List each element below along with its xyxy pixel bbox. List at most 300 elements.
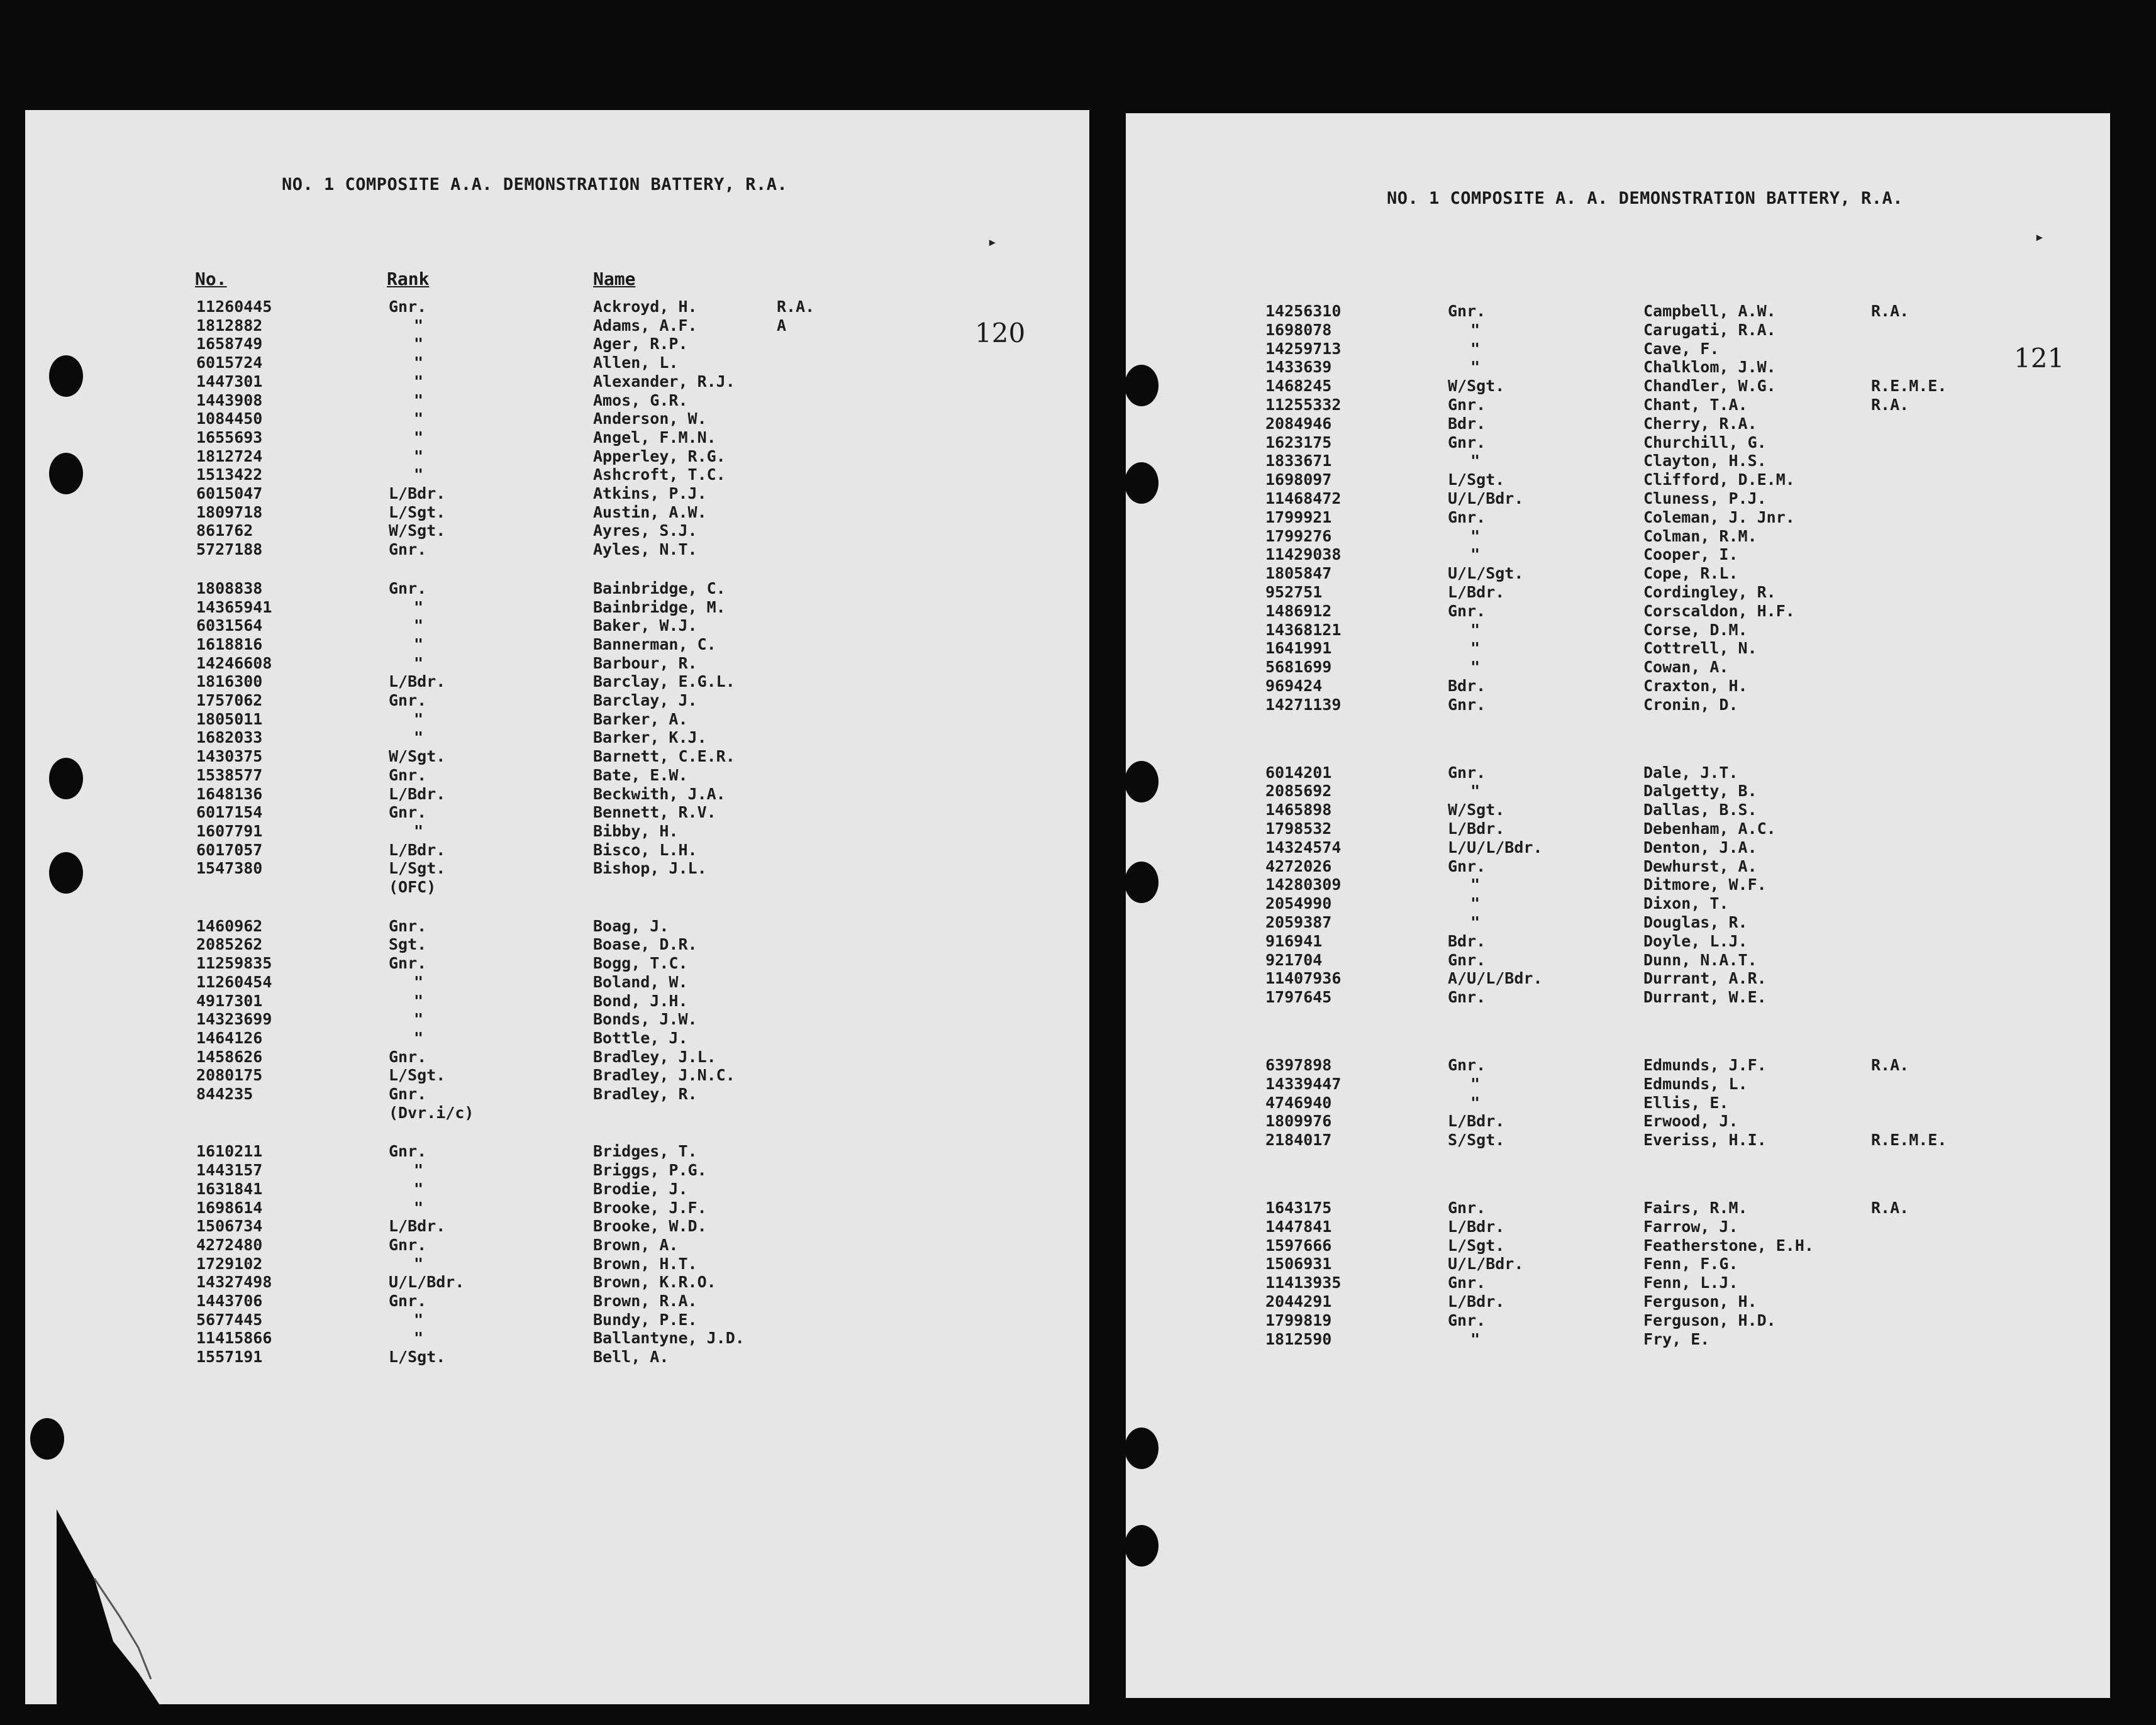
cell-rank: L/Bdr. xyxy=(1448,583,1505,601)
cell-no: 1643175 xyxy=(1265,1199,1332,1217)
cell-rank: " xyxy=(1470,526,1481,545)
cell-rank: " xyxy=(1470,320,1481,339)
cell-name: Doyle, L.J. xyxy=(1643,931,1748,950)
cell-rank: Gnr. xyxy=(1448,1199,1486,1217)
cell-rank: " xyxy=(414,409,424,428)
cell-name: Fairs, R.M. xyxy=(1643,1199,1748,1217)
cell-name: Cronin, D. xyxy=(1643,695,1738,714)
cell-rank: " xyxy=(414,335,424,353)
punch-hole xyxy=(30,1418,64,1460)
cell-no: 6017154 xyxy=(196,803,263,822)
cell-no: 1799819 xyxy=(1265,1311,1332,1329)
cell-no: 921704 xyxy=(1265,950,1323,969)
cell-name: Fenn, L.J. xyxy=(1643,1273,1738,1292)
cell-rank: Gnr. xyxy=(1448,302,1486,320)
cell-name: Briggs, P.G. xyxy=(593,1161,707,1180)
cell-no: 14246608 xyxy=(196,653,272,672)
cell-name: Clayton, H.S. xyxy=(1643,452,1767,470)
cell-name: Beckwith, J.A. xyxy=(593,784,726,803)
cell-rank: Gnr. xyxy=(1448,695,1486,714)
cell-rank: L/Sgt. xyxy=(389,1348,446,1367)
cell-rank: L/U/L/Bdr. xyxy=(1448,838,1543,857)
cell-no: 4746940 xyxy=(1265,1093,1332,1112)
cell-name: Ayles, N.T. xyxy=(593,540,697,559)
cell-rank: Gnr. xyxy=(389,1292,427,1310)
pencil-mark: ▸ xyxy=(2035,228,2045,247)
cell-name: Adams, A.F. xyxy=(593,316,697,335)
cell-no: 1465898 xyxy=(1265,801,1332,819)
cell-name: Carugati, R.A. xyxy=(1643,320,1776,339)
cell-rank: Gnr. xyxy=(389,765,427,784)
cell-name: Brown, H.T. xyxy=(593,1254,697,1273)
cell-name: Bradley, J.L. xyxy=(593,1047,716,1066)
cell-rank: L/Bdr. xyxy=(1448,1112,1505,1131)
cell-name: Dewhurst, A. xyxy=(1643,857,1757,875)
cell-rank: L/Bdr. xyxy=(1448,1292,1505,1311)
cell-no: 1447301 xyxy=(196,372,263,391)
cell-rank: Bdr. xyxy=(1448,414,1486,433)
cell-no: 1460962 xyxy=(196,916,263,935)
cell-name: Cave, F. xyxy=(1643,339,1720,358)
cell-name: Bishop, J.L. xyxy=(593,859,707,878)
cell-rank: " xyxy=(1470,658,1481,677)
cell-name: Bainbridge, M. xyxy=(593,597,726,616)
cell-name: Angel, F.M.N. xyxy=(593,428,716,447)
cell-name: Ashcroft, T.C. xyxy=(593,465,726,484)
cell-name: Durrant, W.E. xyxy=(1643,988,1767,1007)
cell-name: Dale, J.T. xyxy=(1643,763,1738,782)
cell-no: 1641991 xyxy=(1265,639,1332,658)
cell-rank: " xyxy=(1470,545,1481,564)
cell-no: 1812590 xyxy=(1265,1329,1332,1348)
cell-rank: " xyxy=(1470,620,1481,639)
cell-no: 4272480 xyxy=(196,1235,263,1254)
cell-no: 1597666 xyxy=(1265,1236,1332,1255)
punch-hole xyxy=(49,758,83,799)
cell-name: Cowan, A. xyxy=(1643,658,1729,677)
cell-rank: " xyxy=(414,1198,424,1217)
cell-note: R.E.M.E. xyxy=(1871,1131,1947,1150)
cell-no: 1506734 xyxy=(196,1217,263,1236)
cell-name: Barker, K.J. xyxy=(593,728,707,747)
cell-no: 1513422 xyxy=(196,465,263,484)
cell-name: Brooke, J.F. xyxy=(593,1198,707,1217)
cell-no: 2084946 xyxy=(1265,414,1332,433)
cell-no: 6015047 xyxy=(196,484,263,502)
cell-rank: Gnr. xyxy=(389,803,427,822)
cell-rank: L/Sgt. xyxy=(389,859,446,878)
cell-rank: Gnr. xyxy=(389,297,427,316)
cell-name: Edmunds, J.F. xyxy=(1643,1056,1767,1074)
cell-rank: " xyxy=(414,635,424,653)
cell-no: 14327498 xyxy=(196,1273,272,1292)
cell-no: 1547380 xyxy=(196,859,263,878)
cell-no: 1816300 xyxy=(196,672,263,691)
cell-name: Bogg, T.C. xyxy=(593,954,688,973)
punch-hole xyxy=(1125,462,1159,504)
cell-no: 11260445 xyxy=(196,297,272,316)
cell-no: 11260454 xyxy=(196,972,272,991)
cell-rank: Gnr. xyxy=(1448,857,1486,875)
cell-name: Barclay, E.G.L. xyxy=(593,672,735,691)
cell-rank: Gnr. xyxy=(389,1142,427,1161)
cell-no: 5677445 xyxy=(196,1310,263,1329)
punch-hole xyxy=(1125,1525,1159,1567)
cell-rank: U/L/Bdr. xyxy=(1448,489,1524,508)
cell-no: 1797645 xyxy=(1265,988,1332,1007)
cell-no: 1682033 xyxy=(196,728,263,747)
cell-note: R.A. xyxy=(777,297,815,316)
cell-no: 6017057 xyxy=(196,840,263,859)
cell-rank: Gnr. xyxy=(1448,988,1486,1007)
cell-rank: Gnr. xyxy=(389,540,427,559)
cell-name: Cluness, P.J. xyxy=(1643,489,1767,508)
cell-no: 14368121 xyxy=(1265,620,1342,639)
page-number: 121 xyxy=(2014,343,2065,374)
cell-rank: " xyxy=(414,1310,424,1329)
cell-note: R.A. xyxy=(1871,396,1909,414)
punch-hole xyxy=(1125,1428,1159,1469)
cell-no: 5727188 xyxy=(196,540,263,559)
cell-rank: " xyxy=(414,428,424,447)
cell-no: 5681699 xyxy=(1265,658,1332,677)
cell-name: Durrant, A.R. xyxy=(1643,969,1767,988)
cell-note: R.A. xyxy=(1871,1199,1909,1217)
cell-no: 1805847 xyxy=(1265,564,1332,583)
cell-name: Colman, R.M. xyxy=(1643,526,1757,545)
cell-name: Bibby, H. xyxy=(593,821,679,840)
cell-name: Farrow, J. xyxy=(1643,1217,1738,1236)
cell-no: 1799276 xyxy=(1265,526,1332,545)
cell-name: Barnett, C.E.R. xyxy=(593,747,735,766)
cell-note: R.E.M.E. xyxy=(1871,377,1947,396)
cell-no: 861762 xyxy=(196,521,253,540)
cell-no: 11255332 xyxy=(1265,396,1342,414)
cell-no: 1464126 xyxy=(196,1028,263,1047)
cell-rank: Gnr. xyxy=(389,579,427,597)
cell-rank: " xyxy=(414,1329,424,1348)
cell-rank: " xyxy=(414,316,424,335)
cell-rank: W/Sgt. xyxy=(1448,377,1505,396)
cell-rank: " xyxy=(414,728,424,747)
cell-name: Amos, G.R. xyxy=(593,391,688,409)
cell-rank: Bdr. xyxy=(1448,677,1486,695)
cell-no: 2044291 xyxy=(1265,1292,1332,1311)
cell-name: Brown, A. xyxy=(593,1235,679,1254)
cell-no: 1557191 xyxy=(196,1348,263,1367)
cell-name: Ayres, S.J. xyxy=(593,521,697,540)
cell-no: 2085262 xyxy=(196,935,263,954)
cell-name: Brodie, J. xyxy=(593,1179,688,1198)
cell-name: Boag, J. xyxy=(593,916,669,935)
cell-no: 1430375 xyxy=(196,747,263,766)
cell-no: 14324574 xyxy=(1265,838,1342,857)
cell-name: Boase, D.R. xyxy=(593,935,697,954)
cell-name: Austin, A.W. xyxy=(593,502,707,521)
punch-hole xyxy=(1125,862,1159,903)
cell-rank: W/Sgt. xyxy=(389,521,446,540)
cell-rank: Bdr. xyxy=(1448,931,1486,950)
cell-no: 1698097 xyxy=(1265,470,1332,489)
cell-no: 1506931 xyxy=(1265,1255,1332,1273)
cell-name: Ditmore, W.F. xyxy=(1643,875,1767,894)
cell-no: 14256310 xyxy=(1265,302,1342,320)
cell-no: 1486912 xyxy=(1265,601,1332,620)
cell-rank: " xyxy=(1470,452,1481,470)
cell-no: 6397898 xyxy=(1265,1056,1332,1074)
cell-rank: L/Sgt. xyxy=(1448,1236,1505,1255)
cell-no: 1799921 xyxy=(1265,508,1332,526)
cell-name: Brown, R.A. xyxy=(593,1292,697,1310)
cell-rank: L/Sgt. xyxy=(1448,470,1505,489)
cell-name: Baker, W.J. xyxy=(593,616,697,635)
cell-rank: Gnr. xyxy=(389,1047,427,1066)
cell-rank: A/U/L/Bdr. xyxy=(1448,969,1543,988)
cell-no: 14259713 xyxy=(1265,339,1342,358)
cell-name: Boland, W. xyxy=(593,972,688,991)
cell-rank: L/Bdr. xyxy=(1448,819,1505,838)
cell-rank: " xyxy=(414,972,424,991)
cell-rank: " xyxy=(1470,1093,1481,1112)
cell-name: Atkins, P.J. xyxy=(593,484,707,502)
punch-hole xyxy=(49,852,83,894)
cell-name: Dalgetty, B. xyxy=(1643,782,1757,801)
column-header-name: Name xyxy=(593,269,636,289)
cell-no: 14271139 xyxy=(1265,695,1342,714)
cell-rank: " xyxy=(414,821,424,840)
cell-name: Ballantyne, J.D. xyxy=(593,1329,745,1348)
cell-no: 2080175 xyxy=(196,1066,263,1085)
cell-rank: Sgt. xyxy=(389,935,427,954)
cell-note: A xyxy=(777,316,787,335)
cell-rank: " xyxy=(414,447,424,465)
cell-no: 4272026 xyxy=(1265,857,1332,875)
cell-name: Bisco, L.H. xyxy=(593,840,697,859)
cell-name: Cordingley, R. xyxy=(1643,583,1776,601)
cell-rank: " xyxy=(1470,639,1481,658)
cell-name: Bannerman, C. xyxy=(593,635,716,653)
cell-no: 1798532 xyxy=(1265,819,1332,838)
cell-no: 11415866 xyxy=(196,1329,272,1348)
cell-no: 1809718 xyxy=(196,502,263,521)
cell-no: 1607791 xyxy=(196,821,263,840)
punch-hole xyxy=(1125,761,1159,802)
punch-hole xyxy=(1125,365,1159,406)
cell-rank: " xyxy=(414,465,424,484)
cell-rank: " xyxy=(414,1010,424,1029)
pencil-mark: ▸ xyxy=(987,233,997,252)
cell-no: 11429038 xyxy=(1265,545,1342,564)
cell-no: 11468472 xyxy=(1265,489,1342,508)
cell-rank: " xyxy=(1470,358,1481,377)
cell-no: 1458626 xyxy=(196,1047,263,1066)
cell-rank: Gnr. xyxy=(389,954,427,973)
cell-name: Fry, E. xyxy=(1643,1329,1710,1348)
page-header: NO. 1 COMPOSITE A. A. DEMONSTRATION BATTERY, R.A. xyxy=(1387,189,1904,208)
cell-rank: " xyxy=(1470,339,1481,358)
cell-no: 1805011 xyxy=(196,709,263,728)
cell-rank: Gnr. xyxy=(1448,950,1486,969)
cell-rank: Gnr. xyxy=(1448,1273,1486,1292)
cell-no: 1658749 xyxy=(196,335,263,353)
cell-no: 1757062 xyxy=(196,691,263,709)
cell-name: Debenham, A.C. xyxy=(1643,819,1776,838)
cell-name: Craxton, H. xyxy=(1643,677,1748,695)
cell-rank: " xyxy=(414,391,424,409)
cell-name: Bonds, J.W. xyxy=(593,1010,697,1029)
cell-rank: " xyxy=(414,1179,424,1198)
cell-rank: " xyxy=(1470,875,1481,894)
cell-name: Alexander, R.J. xyxy=(593,372,735,391)
cell-rank: L/Bdr. xyxy=(389,784,446,803)
cell-name: Bate, E.W. xyxy=(593,765,688,784)
cell-name: Clifford, D.E.M. xyxy=(1643,470,1795,489)
cell-name: Chant, T.A. xyxy=(1643,396,1748,414)
cell-name: Dunn, N.A.T. xyxy=(1643,950,1757,969)
cell-name: Brooke, W.D. xyxy=(593,1217,707,1236)
cell-no: 1655693 xyxy=(196,428,263,447)
cell-name: Bennett, R.V. xyxy=(593,803,716,822)
page-number: 120 xyxy=(975,318,1026,348)
cell-name: Fenn, F.G. xyxy=(1643,1255,1738,1273)
cell-name: Barbour, R. xyxy=(593,653,697,672)
cell-name: Featherstone, E.H. xyxy=(1643,1236,1814,1255)
cell-name: Dallas, B.S. xyxy=(1643,801,1757,819)
cell-name: Campbell, A.W. xyxy=(1643,302,1776,320)
cell-name: Apperley, R.G. xyxy=(593,447,726,465)
cell-rank: Gnr. xyxy=(389,691,427,709)
cell-no: 6014201 xyxy=(1265,763,1332,782)
cell-no: 1812724 xyxy=(196,447,263,465)
cell-rank: " xyxy=(414,991,424,1010)
cell-no: 14280309 xyxy=(1265,875,1342,894)
cell-name: Bell, A. xyxy=(593,1348,669,1367)
cell-no: 1698078 xyxy=(1265,320,1332,339)
cell-rank: L/Bdr. xyxy=(389,672,446,691)
cell-rank: " xyxy=(414,353,424,372)
cell-no: 1610211 xyxy=(196,1142,263,1161)
cell-no: 1809976 xyxy=(1265,1112,1332,1131)
cell-rank: S/Sgt. xyxy=(1448,1131,1505,1150)
cell-rank: L/Sgt. xyxy=(389,1066,446,1085)
cell-rank: U/L/Bdr. xyxy=(389,1273,465,1292)
cell-no: 1812882 xyxy=(196,316,263,335)
cell-no: 1729102 xyxy=(196,1254,263,1273)
cell-name: Bundy, P.E. xyxy=(593,1310,697,1329)
cell-rank: L/Sgt. xyxy=(389,502,446,521)
cell-rank: " xyxy=(414,597,424,616)
cell-no: 2184017 xyxy=(1265,1131,1332,1150)
cell-note: R.A. xyxy=(1871,302,1909,320)
punch-hole xyxy=(49,355,83,397)
cell-rank: " xyxy=(1470,782,1481,801)
cell-name: Corse, D.M. xyxy=(1643,620,1748,639)
cell-no: 4917301 xyxy=(196,991,263,1010)
cell-rank: " xyxy=(414,653,424,672)
cell-no: 2059387 xyxy=(1265,913,1332,931)
cell-name: Ferguson, H. xyxy=(1643,1292,1757,1311)
cell-no: 1833671 xyxy=(1265,452,1332,470)
torn-corner xyxy=(57,1509,182,1711)
cell-no: 11407936 xyxy=(1265,969,1342,988)
cell-no: 1538577 xyxy=(196,765,263,784)
cell-rank: U/L/Sgt. xyxy=(1448,564,1524,583)
cell-rank: L/Bdr. xyxy=(1448,1217,1505,1236)
cell-no: 6015724 xyxy=(196,353,263,372)
cell-no: 916941 xyxy=(1265,931,1323,950)
cell-rank: " xyxy=(414,709,424,728)
cell-no: 1648136 xyxy=(196,784,263,803)
cell-no: 2054990 xyxy=(1265,894,1332,913)
punch-hole xyxy=(49,453,83,494)
cell-name: Coleman, J. Jnr. xyxy=(1643,508,1795,526)
cell-no: 1468245 xyxy=(1265,377,1332,396)
cell-rank: L/Bdr. xyxy=(389,840,446,859)
cell-name: Ackroyd, H. xyxy=(593,297,697,316)
cell-rank: " xyxy=(414,1254,424,1273)
cell-rank: L/Bdr. xyxy=(389,1217,446,1236)
cell-name: Bond, J.H. xyxy=(593,991,688,1010)
cell-name: Denton, J.A. xyxy=(1643,838,1757,857)
cell-rank: Gnr. xyxy=(1448,396,1486,414)
cell-no: 1084450 xyxy=(196,409,263,428)
cell-no: 1808838 xyxy=(196,579,263,597)
cell-name: Bridges, T. xyxy=(593,1142,697,1161)
cell-rank: Gnr. xyxy=(389,916,427,935)
cell-rank: Gnr. xyxy=(1448,601,1486,620)
cell-name: Barclay, J. xyxy=(593,691,697,709)
page-header: NO. 1 COMPOSITE A.A. DEMONSTRATION BATTERY, R.A. xyxy=(282,175,788,194)
cell-rank: " xyxy=(414,1028,424,1047)
cell-rank: L/Bdr. xyxy=(389,484,446,502)
cell-name: Bradley, J.N.C. xyxy=(593,1066,735,1085)
cell-no: 2085692 xyxy=(1265,782,1332,801)
cell-no: 844235 xyxy=(196,1085,253,1103)
cell-name: Ager, R.P. xyxy=(593,335,688,353)
cell-name: Chalklom, J.W. xyxy=(1643,358,1776,377)
cell-rank: Gnr. xyxy=(1448,1311,1486,1329)
cell-rank: " xyxy=(1470,1329,1481,1348)
cell-name: Cherry, R.A. xyxy=(1643,414,1757,433)
cell-name: Ellis, E. xyxy=(1643,1093,1729,1112)
cell-name: Douglas, R. xyxy=(1643,913,1748,931)
cell-no: 6031564 xyxy=(196,616,263,635)
cell-no: 1623175 xyxy=(1265,433,1332,452)
cell-name: Everiss, H.I. xyxy=(1643,1131,1767,1150)
column-header-no: No. xyxy=(195,269,227,289)
cell-name: Bradley, R. xyxy=(593,1085,697,1103)
cell-no: 1631841 xyxy=(196,1179,263,1198)
left-page xyxy=(25,110,1089,1704)
cell-note: R.A. xyxy=(1871,1056,1909,1074)
cell-rank: (OFC) xyxy=(389,878,436,896)
cell-no: 14323699 xyxy=(196,1010,272,1029)
cell-rank: (Dvr.i/c) xyxy=(389,1103,474,1122)
cell-no: 1698614 xyxy=(196,1198,263,1217)
cell-no: 11413935 xyxy=(1265,1273,1342,1292)
cell-no: 1618816 xyxy=(196,635,263,653)
cell-no: 969424 xyxy=(1265,677,1323,695)
cell-rank: Gnr. xyxy=(1448,1056,1486,1074)
cell-name: Dixon, T. xyxy=(1643,894,1729,913)
cell-rank: " xyxy=(414,616,424,635)
cell-name: Brown, K.R.O. xyxy=(593,1273,716,1292)
cell-name: Bainbridge, C. xyxy=(593,579,726,597)
cell-name: Anderson, W. xyxy=(593,409,707,428)
cell-rank: W/Sgt. xyxy=(1448,801,1505,819)
cell-name: Cooper, I. xyxy=(1643,545,1738,564)
cell-name: Cope, R.L. xyxy=(1643,564,1738,583)
